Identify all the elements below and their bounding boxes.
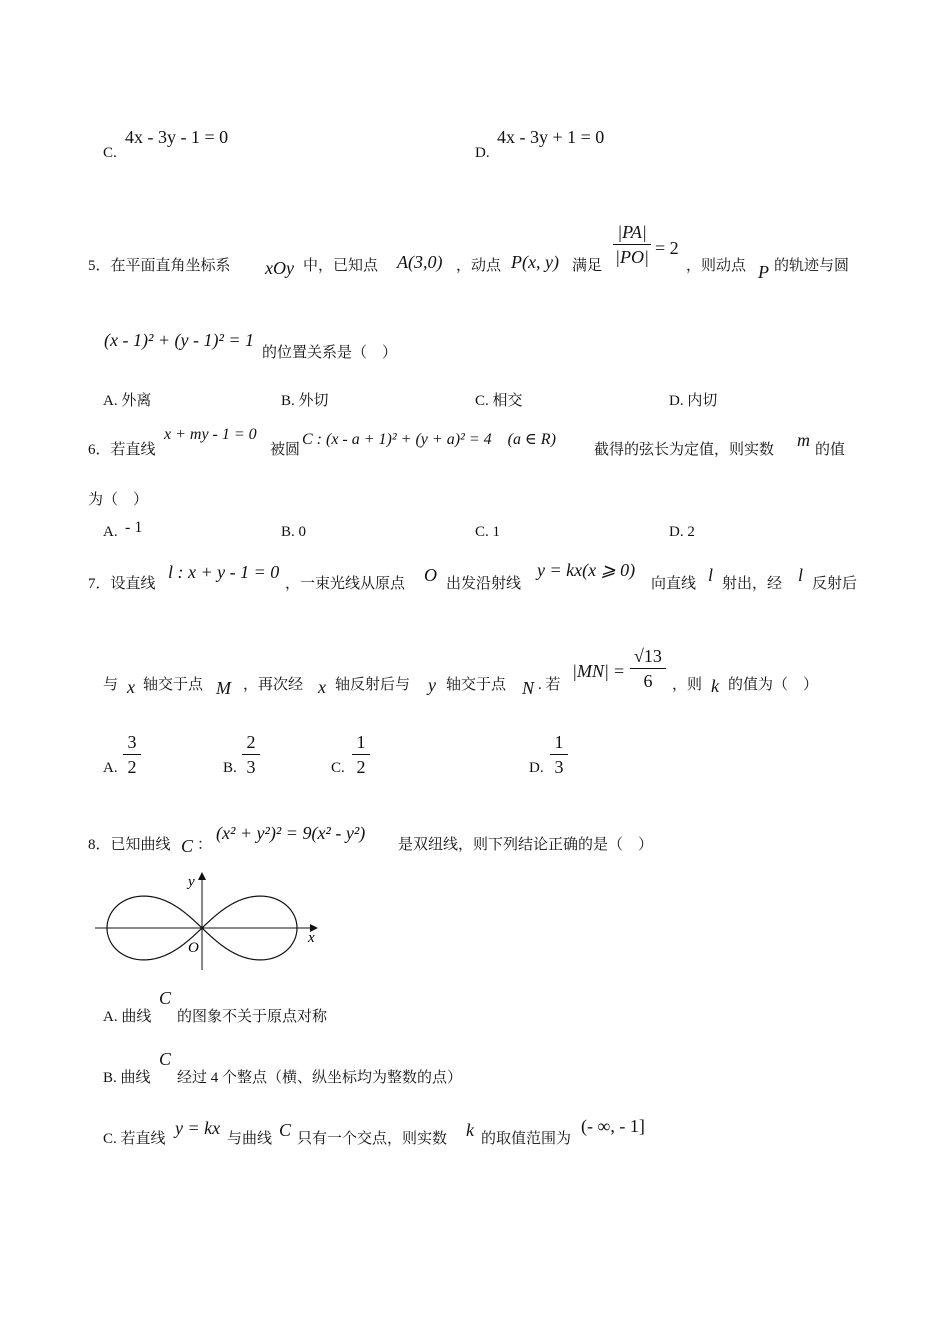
- q7-number: 7．设直线: [88, 576, 156, 592]
- q7-option-a-label: A.: [103, 760, 118, 776]
- q5-option-c: C. 相交: [475, 393, 523, 409]
- q7-m-point: M: [216, 678, 231, 698]
- q7-x-symbol-1: x: [127, 677, 135, 697]
- q7-text-6: 与: [103, 677, 119, 693]
- q7-text-12: ，则: [672, 677, 703, 693]
- q8-option-c-text-2: 只有一个交点，则实数: [297, 1131, 448, 1147]
- q7-option-a-fraction: [123, 732, 141, 777]
- q5-option-d: D. 内切: [669, 393, 718, 409]
- q6-circle-equation: C : (x - a + 1)² + (y + a)² = 4 (a ∈ R): [302, 431, 556, 448]
- q7-y-symbol: y: [428, 675, 436, 695]
- q7-text-9: 轴反射后与: [335, 677, 411, 693]
- q7-text-7: 轴交于点: [143, 677, 204, 693]
- q7-n-point: N: [522, 678, 535, 698]
- q7-option-b-fraction: [242, 732, 260, 777]
- q7-text-3: 向直线: [651, 576, 697, 592]
- q7-text-5: 反射后: [812, 576, 858, 592]
- q8-option-b-text: 经过 4 个整点（横、纵坐标均为整数的点）: [177, 1070, 463, 1086]
- q7-option-d-fraction: [550, 732, 568, 777]
- q7-k-symbol: k: [711, 676, 719, 696]
- q7-text-11: . 若: [538, 677, 561, 693]
- q5-ratio-value: = 2: [655, 238, 679, 258]
- q8-option-c-line: y = kx: [175, 1118, 221, 1138]
- q7-option-c-fraction: [352, 732, 370, 777]
- q6-option-a-label: A.: [103, 524, 118, 540]
- q8-curve-equation: (x² + y²)² = 9(x² - y²): [216, 823, 366, 843]
- q8-number: 8．已知曲线: [88, 837, 171, 853]
- q7-origin-o: O: [424, 565, 437, 585]
- q5-text-1: 中，已知点: [303, 258, 379, 274]
- q7-text-4: 射出，经: [722, 576, 783, 592]
- lemniscate-figure: [90, 868, 330, 974]
- q7-option-d-denominator: 3: [554, 757, 564, 777]
- q7-text-1: ，一束光线从原点: [285, 576, 406, 592]
- q5-ratio-numerator: |PA|: [617, 222, 647, 242]
- q7-ray-equation: y = kx(x ⩾ 0): [537, 560, 636, 580]
- q8-option-c-prefix: C. 若直线: [103, 1131, 166, 1147]
- q7-l-symbol-1: l: [708, 565, 714, 585]
- q5-coord-system: xOy: [265, 258, 294, 278]
- q7-text-8: ，再次经: [243, 677, 304, 693]
- q6-line-equation: x + my - 1 = 0: [164, 426, 257, 443]
- q7-equals: =: [614, 661, 625, 681]
- q7-option-b-numerator: 2: [246, 732, 256, 752]
- q7-option-d-numerator: 1: [554, 732, 564, 752]
- q8-option-c-k: k: [466, 1120, 474, 1140]
- q5-text-3: 满足: [572, 258, 603, 274]
- q7-fraction-numerator: √13: [634, 646, 662, 666]
- q8-option-a-text: 的图象不关于原点对称: [177, 1009, 328, 1025]
- q6-number: 6．若直线: [88, 442, 156, 458]
- q8-option-b-c: C: [159, 1049, 172, 1069]
- q8-text-1: 是双纽线，则下列结论正确的是（ ）: [398, 837, 654, 853]
- q5-text-4: ，则动点: [686, 258, 747, 274]
- q5-point-p: P(x, y): [511, 252, 559, 272]
- q8-option-b-prefix: B. 曲线: [103, 1070, 151, 1086]
- q7-text-2: 出发沿射线: [446, 576, 522, 592]
- origin-label: O: [188, 940, 199, 956]
- q6-text-3: 的值: [815, 442, 846, 458]
- q7-option-c-numerator: 1: [356, 732, 366, 752]
- q5-ratio-fraction: [613, 222, 651, 267]
- q4-option-c-label: C.: [103, 145, 117, 161]
- q5-number: 5．在平面直角坐标系: [88, 258, 231, 274]
- y-axis-label: y: [188, 874, 195, 890]
- q5-ratio-denominator: |PO|: [615, 247, 649, 267]
- q8-option-a-c: C: [159, 988, 172, 1008]
- q7-mn-fraction: [630, 646, 666, 691]
- q8-option-c-range: (- ∞, - 1]: [581, 1116, 645, 1136]
- q5-text-5: 的轨迹与圆: [774, 258, 850, 274]
- q8-c-symbol: C: [181, 836, 194, 856]
- q7-text-10: 轴交于点: [446, 677, 507, 693]
- q7-fraction-denominator: 6: [643, 671, 653, 691]
- q8-option-c-text-3: 的取值范围为: [481, 1131, 572, 1147]
- q7-option-c-denominator: 2: [356, 757, 366, 777]
- q7-option-c-label: C.: [331, 760, 345, 776]
- q8-option-c-text-1: 与曲线: [227, 1131, 273, 1147]
- q6-m-symbol: m: [797, 430, 810, 450]
- q6-option-a-value: - 1: [125, 519, 143, 536]
- q4-option-d-label: D.: [475, 145, 490, 161]
- q5-circle-equation: (x - 1)² + (y - 1)² = 1: [104, 330, 255, 350]
- q7-mn-length: |MN|: [572, 661, 609, 681]
- q7-option-d-label: D.: [529, 760, 544, 776]
- q4-option-d-expr: 4x - 3y + 1 = 0: [497, 127, 605, 147]
- q7-option-a-numerator: 3: [127, 732, 137, 752]
- q5-text-2: ，动点: [456, 258, 502, 274]
- q7-l-symbol-2: l: [798, 565, 804, 585]
- q5-point-a: A(3,0): [397, 252, 443, 272]
- q6-text-2: 截得的弦长为定值，则实数: [594, 442, 775, 458]
- q8-colon: ：: [197, 837, 213, 853]
- q6-option-d: D. 2: [669, 524, 695, 540]
- q8-option-a-prefix: A. 曲线: [103, 1009, 152, 1025]
- q7-text-13: 的值为（ ）: [728, 677, 819, 693]
- q7-x-symbol-2: x: [318, 677, 326, 697]
- q5-text-6: 的位置关系是（ ）: [262, 345, 398, 361]
- q6-text-4: 为（ ）: [88, 492, 149, 508]
- q7-line-equation: l : x + y - 1 = 0: [168, 562, 280, 582]
- q5-p-symbol: P: [758, 262, 769, 282]
- q4-option-c-expr: 4x - 3y - 1 = 0: [125, 127, 229, 147]
- q5-option-a: A. 外离: [103, 393, 152, 409]
- q5-option-b: B. 外切: [281, 393, 329, 409]
- q7-option-a-denominator: 2: [127, 757, 137, 777]
- q6-text-1: 被圆: [270, 442, 301, 458]
- q7-option-b-label: B.: [223, 760, 237, 776]
- q6-option-b: B. 0: [281, 524, 307, 540]
- q6-option-c: C. 1: [475, 524, 501, 540]
- x-axis-label: x: [308, 930, 315, 946]
- q8-option-c-c: C: [279, 1120, 292, 1140]
- q7-option-b-denominator: 3: [246, 757, 256, 777]
